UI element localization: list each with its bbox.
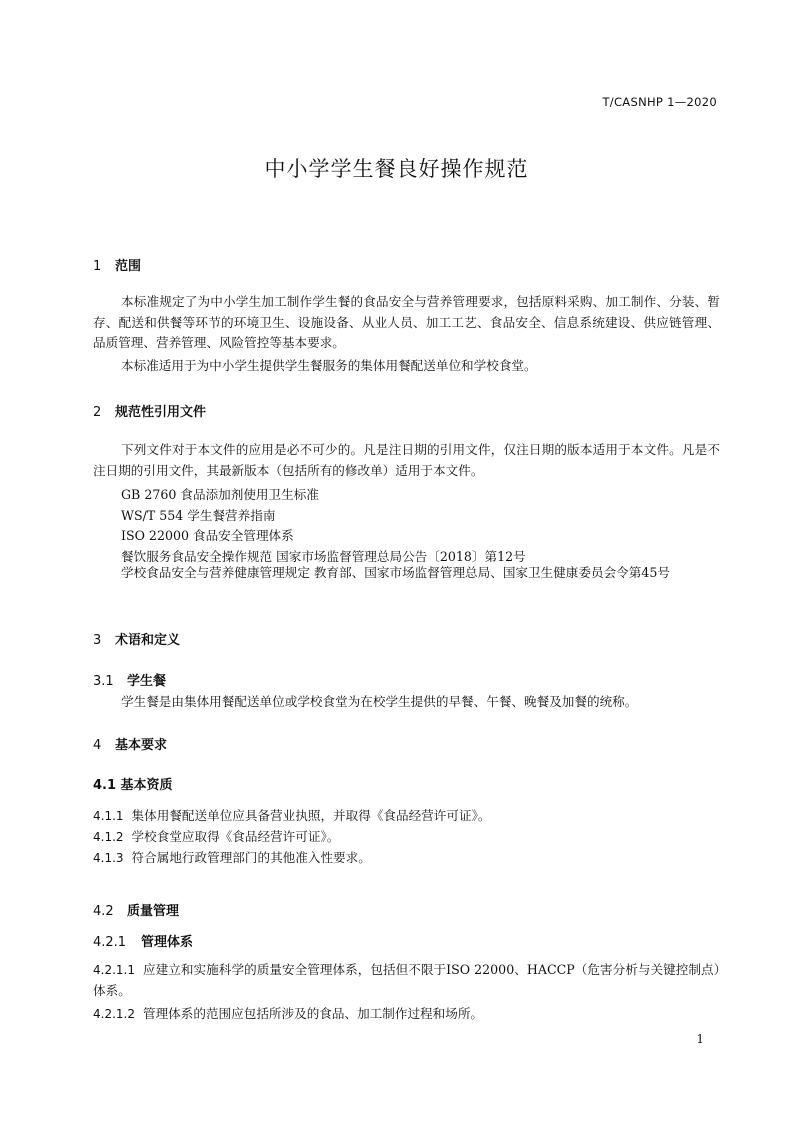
clause-4-2-1-2: 4.2.1.2 管理体系的范围应包括所涉及的食品、加工制作过程和场所。 [93,1006,484,1021]
section-1-paragraph-1: 本标准规定了为中小学生加工制作学生餐的食品安全与营养管理要求，包括原料采购、加工制作、分装、暂存、配送和供餐等环节的环境卫生、设施设备、从业人员、加工工艺、食品安全、信息系统建设、供应链管理、品质管理、营养管理、风险管控等基本要求。 [93,294,720,351]
clause-item: 4.1.2 学校食堂应取得《食品经营许可证》。 [93,829,340,844]
section-4-2-1-heading: 4.2.1 管理体系 [93,935,194,950]
reference-item: 餐饮服务食品安全操作规范 国家市场监督管理总局公告〔2018〕第12号 [121,549,526,564]
section-3-1-heading: 3.1 学生餐 [93,674,167,689]
section-3-heading: 3 术语和定义 [93,633,181,648]
reference-item: GB 2760 食品添加剂使用卫生标准 [121,487,319,502]
section-2-paragraph: 下列文件对于本文件的应用是必不可少的。凡是注日期的引用文件，仅注日期的版本适用于本文件。凡是不注日期的引用文件，其最新版本（包括所有的修改单）适用于本文件。 [93,442,720,478]
clause-4-2-1-1: 4.2.1.1 应建立和实施科学的质量安全管理体系，包括但不限于ISO 22000、HACCP（危害分析与关键控制点）体系。 [93,962,720,998]
reference-item: WS/T 554 学生餐营养指南 [121,508,276,523]
section-1-paragraph-2: 本标准适用于为中小学生提供学生餐服务的集体用餐配送单位和学校食堂。 [121,358,537,373]
section-4-2-heading: 4.2 质量管理 [93,904,180,919]
reference-item: ISO 22000 食品安全管理体系 [121,528,294,543]
reference-item: 学校食品安全与营养健康管理规定 教育部、国家市场监督管理总局、国家卫生健康委员会令第45号 [121,565,670,580]
page-number: 1 [696,1032,704,1046]
definition-text: 学生餐是由集体用餐配送单位或学校食堂为在校学生提供的早餐、午餐、晚餐及加餐的统称。 [121,694,638,709]
clause-item: 4.1.3 符合属地行政管理部门的其他准入性要求。 [93,850,371,865]
section-1-heading: 1 范围 [93,259,142,274]
section-4-1-heading: 4.1 基本资质 [93,778,173,793]
section-2-heading: 2 规范性引用文件 [93,405,207,420]
section-4-heading: 4 基本要求 [93,738,168,753]
document-title: 中小学学生餐良好操作规范 [264,157,529,181]
document-code: T/CASNHP 1—2020 [602,95,717,109]
clause-item: 4.1.1 集体用餐配送单位应具备营业执照，并取得《食品经营许可证》。 [93,808,491,823]
